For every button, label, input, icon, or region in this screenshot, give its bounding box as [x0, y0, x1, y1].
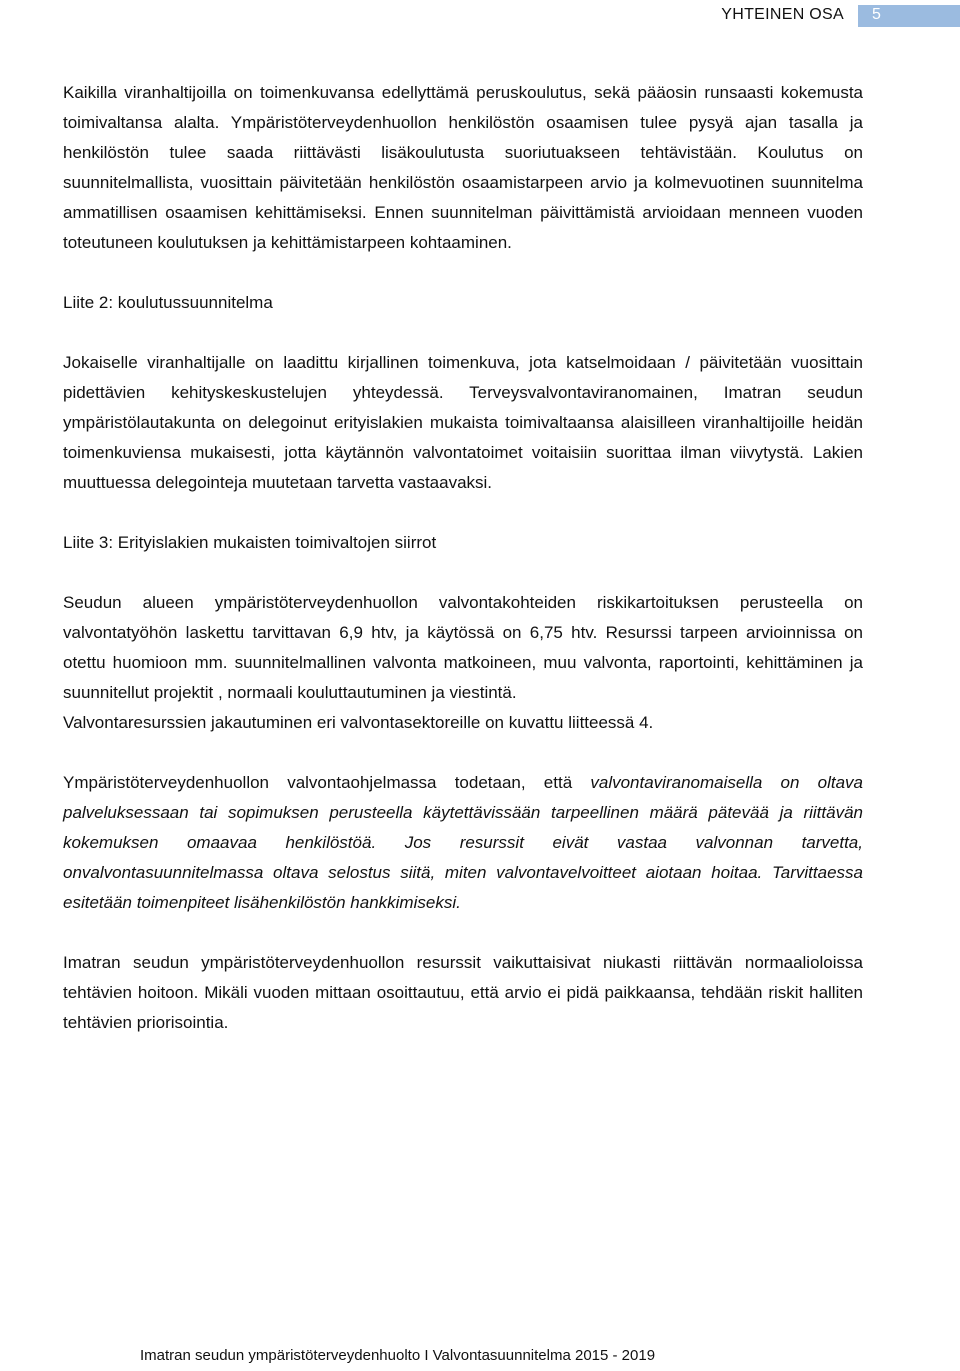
paragraph-job-descriptions: Jokaiselle viranhaltijalle on laadittu kirjallinen toimenkuva, jota katselmoidaan / päivitetään vuosittain pidettävien kehityskeskustelujen yhteydessä. Terveysvalvontaviranomainen, Imatran seudun ympäristölautakunta on delegoinut erityislakien mukaista toimivaltaansa alaisilleen viranhaltijoille heidän toimenkuviensa mukaisesti, jotta käytännön valvontatoimet voitaisiin suorittaa ilman viivytystä. Lakien muuttuessa delegointeja muutetaan tarvetta vastaavaksi. — [63, 353, 863, 492]
document-body — [63, 78, 863, 1068]
control-program-quote: valvontaviranomaisella on oltava palveluksessaan tai sopimuksen perusteella käytettävissään tarpeellinen määrä pätevää ja riittävän kokemuksen omaavaa henkilöstöä. Jos resurssit eivät vastaa valvonnan tarvetta, onvalvontasuunnitelmassa oltava selostus siitä, miten valvontavelvoitteet aiotaan hoitaa. Tarvittaessa esitetään toimenpiteet lisähenkilöstön hankkimiseksi. — [63, 773, 863, 912]
page-number-badge — [858, 5, 960, 27]
appendix-3-reference: Liite 3: Erityislakien mukaisten toimivaltojen siirrot — [63, 533, 437, 552]
control-program-intro: Ympäristöterveydenhuollon valvontaohjelmassa todetaan, että — [63, 773, 591, 792]
paragraph-resources: Seudun alueen ympäristöterveydenhuollon valvontakohteiden riskikartoituksen perusteella on valvontatyöhön laskettu tarvittavan 6,9 htv, ja käytössä on 6,75 htv. Resurssi tarpeen arvioinnissa on otettu huomioon mm. suunnitelmallinen valvonta matkoineen, muu valvonta, raportointi, kehittäminen ja suunnitellut projektit , normaali kouluttautuminen ja viestintä. — [63, 593, 863, 702]
header-title: YHTEINEN OSA — [721, 6, 844, 23]
paragraph-conclusion: Imatran seudun ympäristöterveydenhuollon resurssit vaikuttaisivat niukasti riittävän normaalioloissa tehtävien hoitoon. Mikäli vuoden mittaan osoittautuu, että arvio ei pidä paikkaansa, tehdään riskit halliten tehtävien priorisointia. — [63, 953, 863, 1032]
page-number: 5 — [872, 6, 881, 23]
page-footer: Imatran seudun ympäristöterveydenhuolto I Valvontasuunnitelma 2015 - 2019 — [140, 1347, 656, 1364]
appendix-2-reference: Liite 2: koulutussuunnitelma — [63, 293, 273, 312]
paragraph-control-program — [63, 768, 863, 918]
paragraph-resource-allocation: Valvontaresurssien jakautuminen eri valvontasektoreille on kuvattu liitteessä 4. — [63, 713, 654, 732]
paragraph-training: Kaikilla viranhaltijoilla on toimenkuvansa edellyttämä peruskoulutus, sekä pääosin runsaasti kokemusta toimivaltansa alalta. Ympäristöterveydenhuollon henkilöstön osaamisen tulee pysyä ajan tasalla ja henkilöstön tulee saada riittävästi lisäkoulutusta suoriutuakseen tehtävistään. Koulutus on suunnitelmallista, vuosittain päivitetään henkilöstön osaamistarpeen arvio ja kolmevuotinen suunnitelma ammatillisen osaamisen kehittämiseksi. Ennen suunnitelman päivittämistä arvioidaan menneen vuoden toteutuneen koulutuksen ja kehittämistarpeen kohtaaminen. — [63, 83, 863, 252]
